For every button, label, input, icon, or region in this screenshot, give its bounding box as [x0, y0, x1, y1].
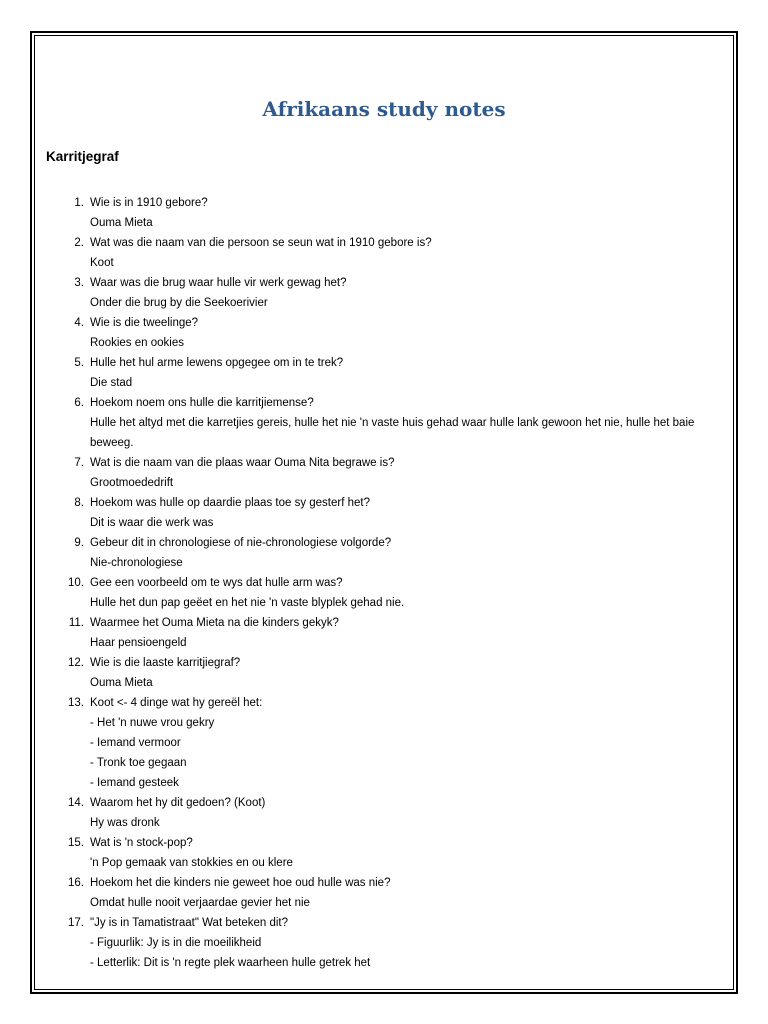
item-number: 2.: [74, 237, 84, 249]
answer-text: 'n Pop gemaak van stokkies en ou klere: [90, 857, 293, 869]
question-text: Gee een voorbeeld om te wys dat hulle arm was?: [90, 577, 343, 589]
list-item: [62, 353, 722, 393]
answer-text: Rookies en ookies: [90, 337, 184, 349]
item-number: 11.: [68, 617, 84, 629]
question-text: Hoekom noem ons hulle die karritjiemense?: [90, 397, 314, 409]
document-title: Afrikaans study notes: [262, 97, 506, 121]
answer-text: Hulle het altyd met die karretjies gereis, hulle het nie 'n vaste huis gehad waar hulle lank gewoon het nie, hulle het baie beweeg.: [90, 417, 695, 449]
question-text: Wat is 'n stock-pop?: [90, 837, 193, 849]
item-number: 15.: [68, 837, 84, 849]
answer-text: - Figuurlik: Jy is in die moeilikheid: [90, 937, 262, 949]
item-number: 9.: [74, 537, 84, 549]
answer-text: - Iemand gesteek: [90, 777, 179, 789]
list-item: [62, 193, 722, 233]
item-number: 1.: [74, 197, 84, 209]
section-heading: Karritjegraf: [46, 149, 119, 164]
item-number: 8.: [74, 497, 84, 509]
item-number: 7.: [74, 457, 84, 469]
list-item: [62, 793, 722, 833]
answer-text: Ouma Mieta: [90, 677, 153, 689]
question-text: Wat was die naam van die persoon se seun wat in 1910 gebore is?: [90, 237, 432, 249]
item-number: 16.: [68, 877, 84, 889]
question-text: Koot <- 4 dinge wat hy gereël het:: [90, 697, 263, 709]
list-item: [62, 533, 722, 573]
answer-text: Die stad: [90, 377, 133, 389]
list-item: [62, 493, 722, 533]
list-item: [62, 693, 722, 793]
list-item: [62, 613, 722, 653]
question-text: Wat is die naam van die plaas waar Ouma Nita begrawe is?: [90, 457, 395, 469]
question-text: Waarom het hy dit gedoen? (Koot): [90, 797, 266, 809]
list-item: [62, 393, 722, 453]
list-item: [62, 873, 722, 913]
answer-text: Dit is waar die werk was: [90, 517, 214, 529]
answer-text: Grootmoededrift: [90, 477, 174, 489]
list-item: [62, 273, 722, 313]
question-text: "Jy is in Tamatistraat" Wat beteken dit?: [90, 917, 288, 929]
question-list: [62, 193, 722, 973]
answer-text: Nie-chronologiese: [90, 557, 183, 569]
item-number: 17.: [68, 917, 84, 929]
answer-text: Hy was dronk: [90, 817, 160, 829]
list-item: [62, 233, 722, 273]
answer-text: Omdat hulle nooit verjaardae gevier het nie: [90, 897, 310, 909]
item-number: 4.: [74, 317, 84, 329]
list-item: [62, 313, 722, 353]
question-text: Waarmee het Ouma Mieta na die kinders gekyk?: [90, 617, 339, 629]
answer-text: - Tronk toe gegaan: [90, 757, 187, 769]
question-text: Hoekom het die kinders nie geweet hoe oud hulle was nie?: [90, 877, 391, 889]
question-text: Wie is die laaste karritjiegraf?: [90, 657, 241, 669]
item-number: 5.: [74, 357, 84, 369]
answer-text: - Iemand vermoor: [90, 737, 181, 749]
list-item: [62, 573, 722, 613]
question-text: Hulle het hul arme lewens opgegee om in te trek?: [90, 357, 344, 369]
list-item: [62, 453, 722, 493]
answer-text: Ouma Mieta: [90, 217, 153, 229]
list-item: [62, 913, 722, 973]
answer-text: Haar pensioengeld: [90, 637, 187, 649]
item-number: 6.: [74, 397, 84, 409]
answer-text: Koot: [90, 257, 114, 269]
question-text: Waar was die brug waar hulle vir werk gewag het?: [90, 277, 347, 289]
question-text: Wie is in 1910 gebore?: [90, 197, 208, 209]
question-text: Wie is die tweelinge?: [90, 317, 199, 329]
item-number: 3.: [74, 277, 84, 289]
item-number: 14.: [68, 797, 84, 809]
list-item: [62, 653, 722, 693]
item-number: 10.: [68, 577, 84, 589]
question-text: Gebeur dit in chronologiese of nie-chronologiese volgorde?: [90, 537, 392, 549]
answer-text: - Letterlik: Dit is 'n regte plek waarheen hulle getrek het: [90, 957, 371, 969]
question-text: Hoekom was hulle op daardie plaas toe sy gesterf het?: [90, 497, 370, 509]
item-number: 13.: [68, 697, 84, 709]
item-number: 12.: [68, 657, 84, 669]
answer-text: Hulle het dun pap geëet en het nie 'n vaste blyplek gehad nie.: [90, 597, 405, 609]
list-item: [62, 833, 722, 873]
answer-text: Onder die brug by die Seekoerivier: [90, 297, 268, 309]
answer-text: - Het 'n nuwe vrou gekry: [90, 717, 215, 729]
